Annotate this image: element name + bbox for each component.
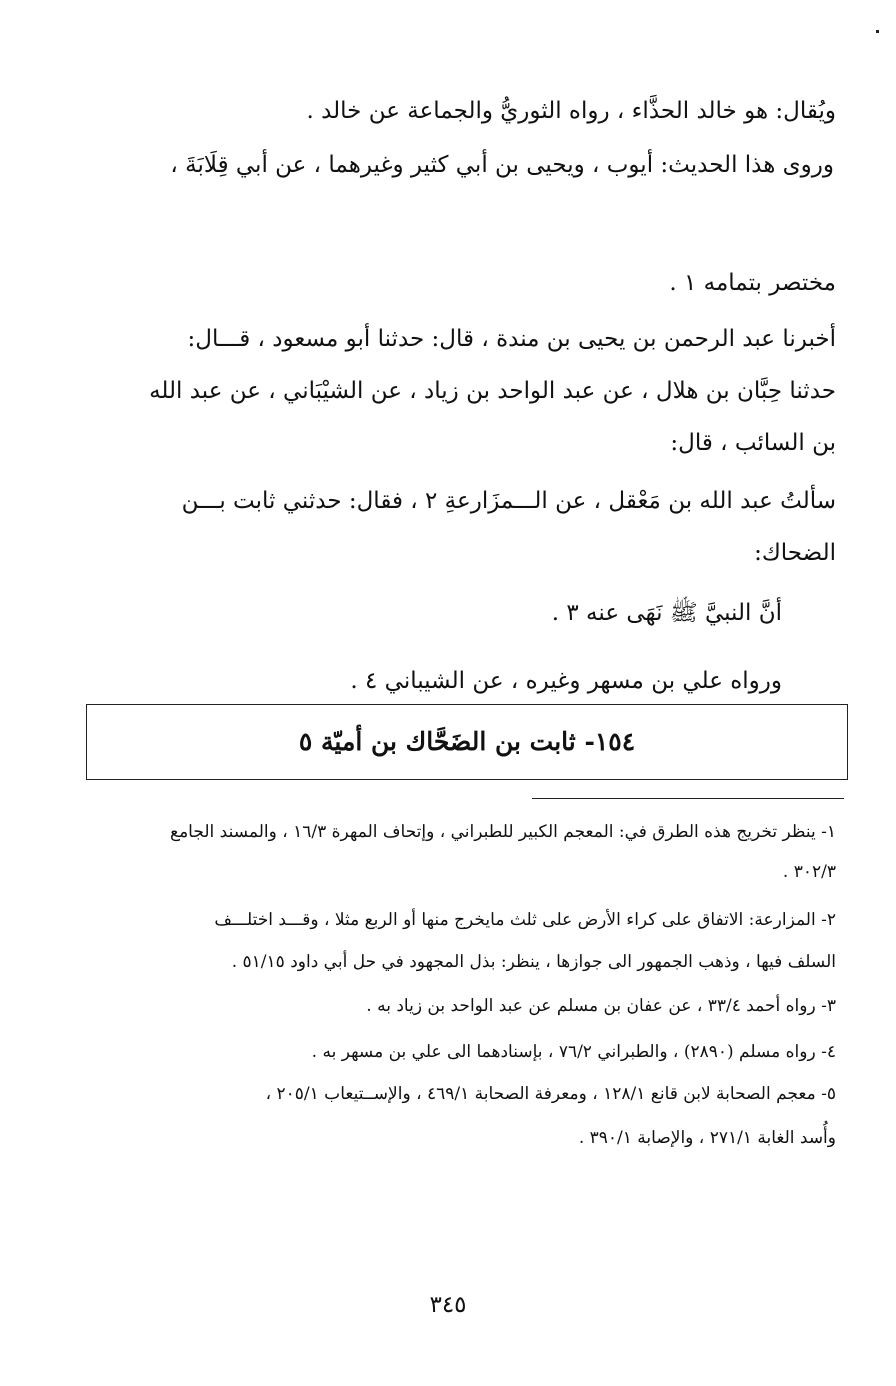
page-number: ٣٤٥ bbox=[429, 1292, 467, 1318]
body-line-9: أنَّ النبيَّ ﷺ نَهَى عنه ٣ . bbox=[551, 600, 782, 626]
body-line-2: وروى هذا الحديث: أيوب ، ويحيى بن أبي كثير وغيرهما ، عن أبي قِلَابَةَ ، bbox=[170, 152, 834, 178]
body-line-7: سألتُ عبد الله بن مَعْقل ، عن الـــمزَارعةِ ٢ ، فقال: حدثني ثابت بـــن bbox=[181, 488, 836, 514]
footnote-3: ٣- رواه أحمد ٣٣/٤ ، عن عفان بن مسلم عن عبد الواحد بن زياد به . bbox=[366, 996, 836, 1016]
section-heading-box bbox=[86, 704, 848, 780]
footnote-5-line-1: ٥- معجم الصحابة لابن قانع ١٢٨/١ ، ومعرفة الصحابة ٤٦٩/١ ، والإســتيعاب ٢٠٥/١ ، bbox=[265, 1084, 836, 1104]
footnote-1-line-1: ١- ينظر تخريج هذه الطرق في: المعجم الكبير للطبراني ، وإتحاف المهرة ١٦/٣ ، والمسند الجامع bbox=[170, 822, 836, 842]
section-heading: ١٥٤- ثابت بن الضَحَّاك بن أميّة ٥ bbox=[298, 727, 636, 756]
footnote-4: ٤- رواه مسلم (٢٨٩٠) ، والطبراني ٧٦/٢ ، بإسنادهما الى علي بن مسهر به . bbox=[311, 1042, 836, 1062]
body-line-8: الضحاك: bbox=[754, 540, 836, 566]
footnote-2-line-1: ٢- المزارعة: الاتفاق على كراء الأرض على ثلث مايخرج منها أو الربع مثلا ، وقـــد اختلـــف bbox=[214, 910, 836, 930]
body-line-5: حدثنا حِبَّان بن هلال ، عن عبد الواحد بن زياد ، عن الشيْبَاني ، عن عبد الله bbox=[149, 378, 836, 404]
footnote-5-line-2: وأُسد الغابة ٢٧١/١ ، والإصابة ٣٩٠/١ . bbox=[578, 1128, 836, 1148]
body-line-1: ويُقال: هو خالد الحذَّاء ، رواه الثوريُّ والجماعة عن خالد . bbox=[306, 98, 836, 124]
footnote-2-line-2: السلف فيها ، وذهب الجمهور الى جوازها ، ينظر: بذل المجهود في حل أبي داود ٥١/١٥ . bbox=[231, 952, 836, 972]
body-line-10: ورواه علي بن مسهر وغيره ، عن الشيباني ٤ . bbox=[350, 668, 782, 694]
body-line-4: أخبرنا عبد الرحمن بن يحيى بن مندة ، قال: حدثنا أبو مسعود ، قـــال: bbox=[187, 326, 836, 352]
body-line-3: مختصر بتمامه ١ . bbox=[669, 270, 836, 296]
footnote-separator bbox=[532, 798, 844, 799]
scan-mark bbox=[876, 30, 879, 33]
footnote-1-line-2: ٣٠٢/٣ . bbox=[782, 862, 836, 882]
body-line-6: بن السائب ، قال: bbox=[670, 430, 836, 456]
